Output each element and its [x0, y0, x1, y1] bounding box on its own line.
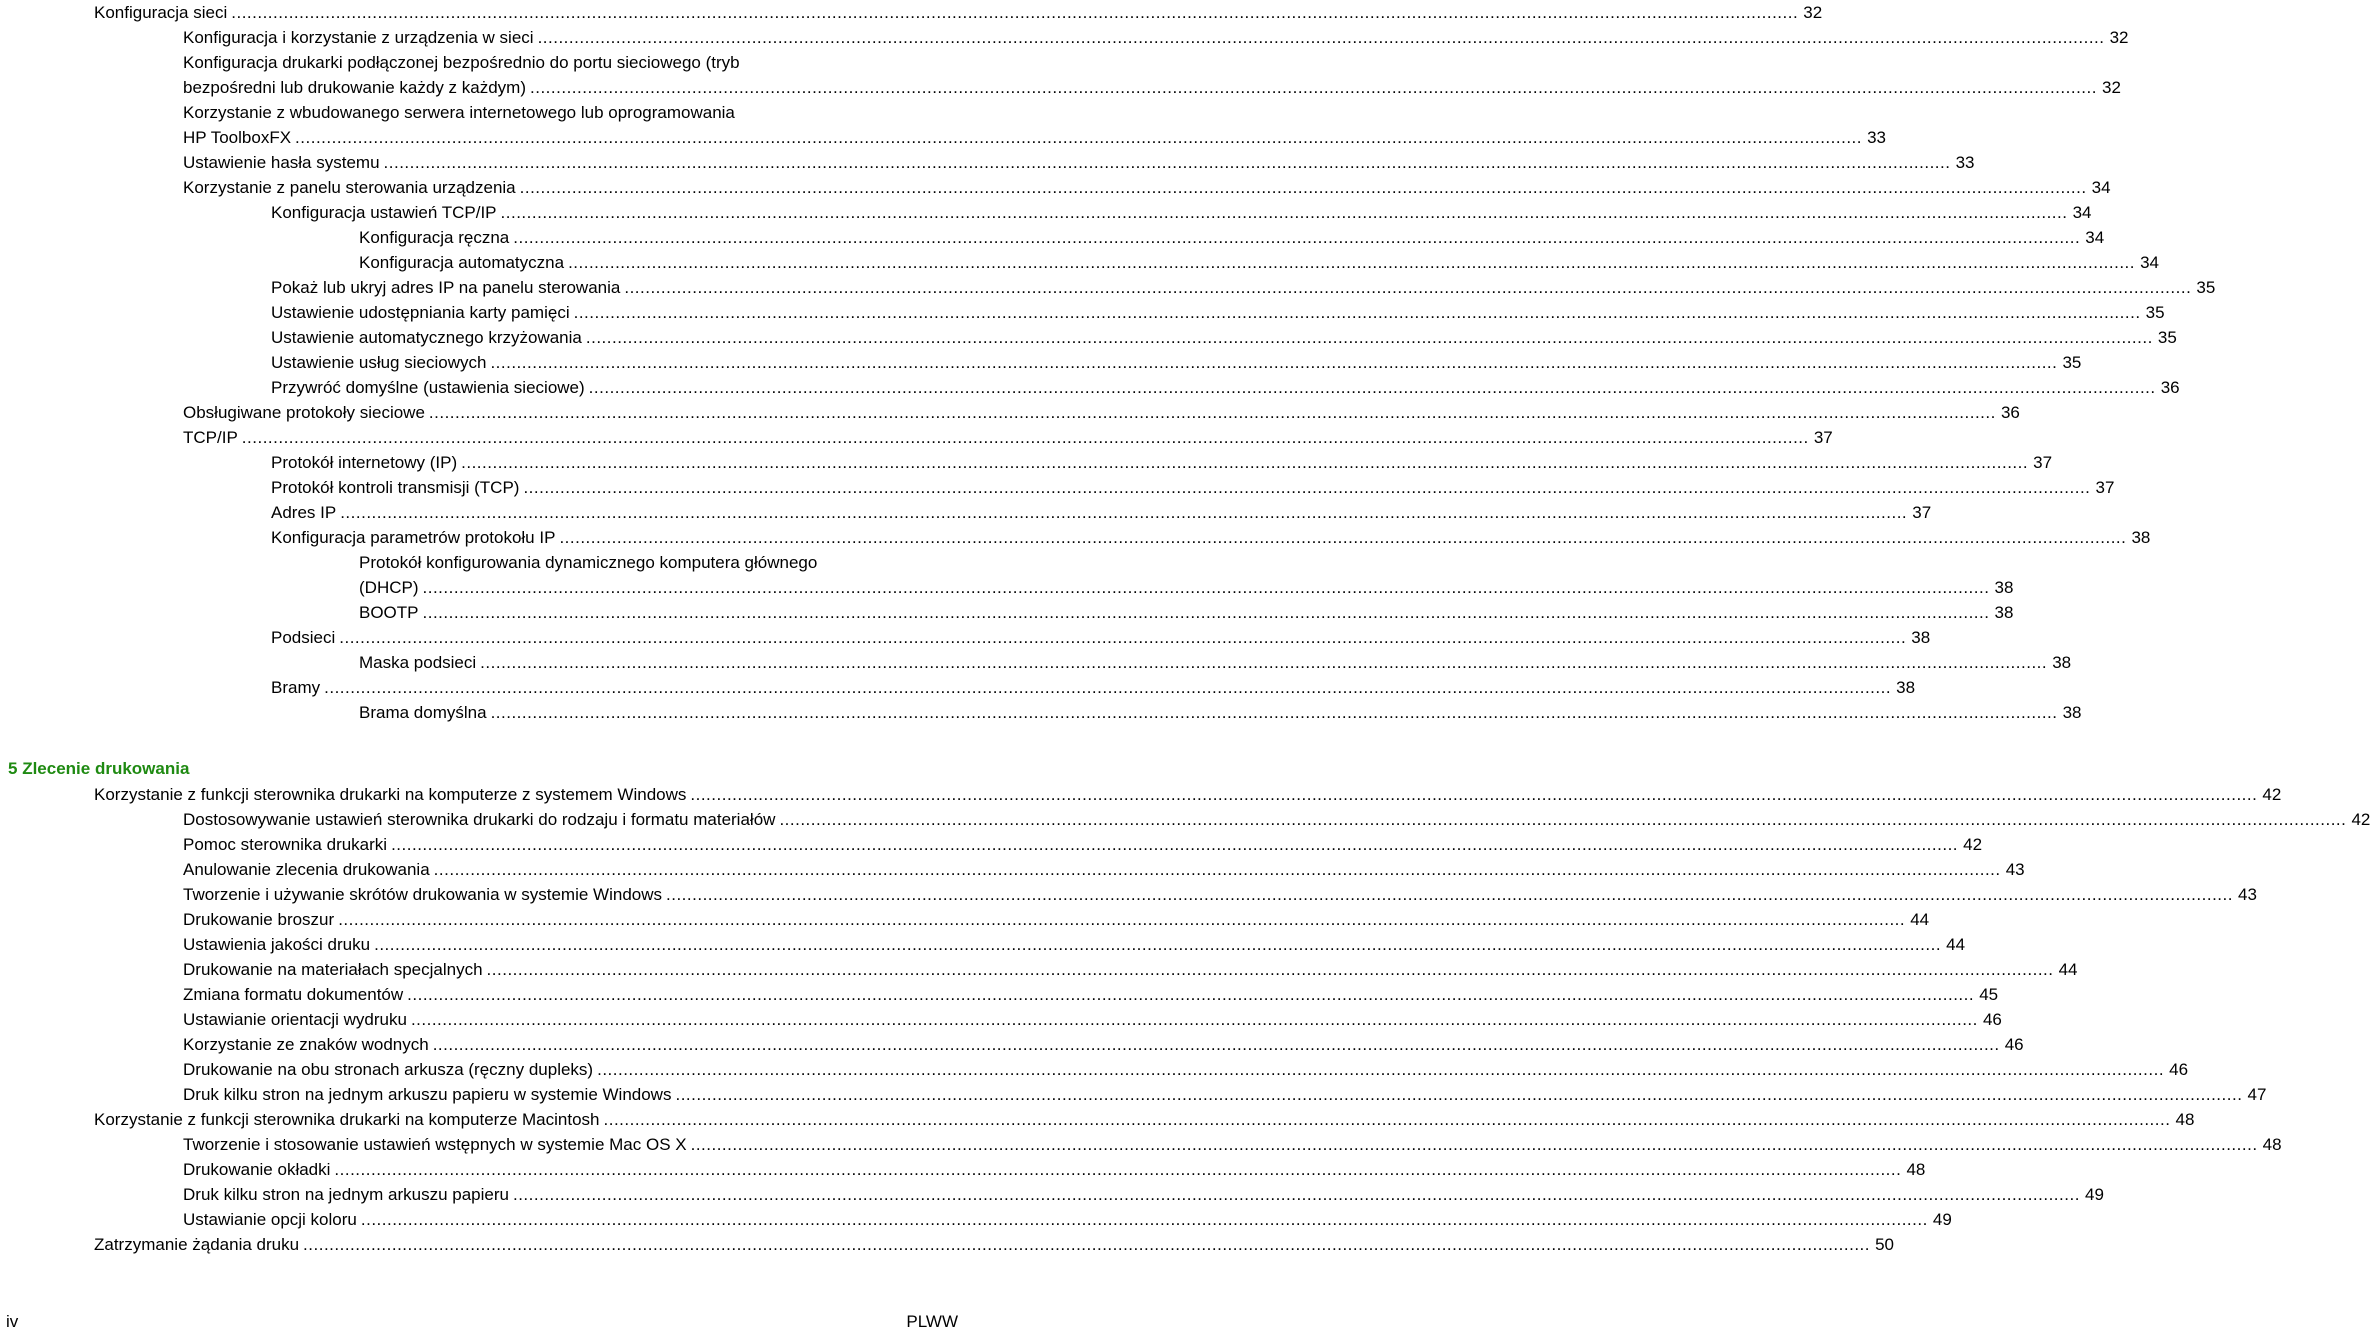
toc-entry-page: 37: [1813, 428, 1833, 447]
toc-entry-page: 37: [2033, 453, 2053, 472]
toc-entry-line: [183, 425, 1833, 450]
toc-entry-page: 46: [2169, 1060, 2189, 1079]
dot-leader: ............................................................................................................................................................................................................................................................................................................: [573, 303, 2141, 322]
toc-entry[interactable]: [0, 650, 2072, 675]
toc-entry-title: Korzystanie z panelu sterowania urządzenia: [183, 178, 516, 197]
dot-leader: ............................................................................................................................................................................................................................................................................................................: [690, 1135, 2258, 1154]
toc-entry[interactable]: [0, 700, 2082, 725]
toc-list-chapter-5: [0, 782, 2370, 1257]
toc-entry-line: [271, 525, 2151, 550]
toc-entry-page: 49: [1932, 1210, 1952, 1229]
toc-entry[interactable]: [0, 1182, 2104, 1207]
dot-leader: ............................................................................................................................................................................................................................................................................................................: [537, 28, 2105, 47]
toc-entry-title: Przywróć domyślne (ustawienia sieciowe): [271, 378, 585, 397]
toc-entry-title: Anulowanie zlecenia drukowania: [183, 860, 430, 879]
chapter-number: 5: [8, 759, 18, 778]
toc-entry-line: [183, 1182, 2104, 1207]
toc-entry-line: [271, 500, 1932, 525]
toc-entry-page: 34: [2072, 203, 2092, 222]
dot-leader: ............................................................................................................................................................................................................................................................................................................: [585, 328, 2153, 347]
toc-entry[interactable]: [0, 907, 1930, 932]
toc-entry[interactable]: [0, 375, 2180, 400]
toc-entry-page: 35: [2157, 328, 2177, 347]
toc-entry-line: [271, 350, 2082, 375]
toc-entry-line: [183, 857, 2025, 882]
toc-entry-line: [183, 957, 2078, 982]
toc-entry[interactable]: [0, 75, 2121, 100]
toc-entry[interactable]: [0, 1107, 2195, 1132]
toc-entry-title: Konfiguracja sieci: [94, 3, 228, 22]
toc-entry-line: [359, 575, 2014, 600]
chapter-heading[interactable]: [8, 756, 189, 782]
toc-entry-title: Tworzenie i używanie skrótów drukowania w systemie Windows: [183, 885, 663, 904]
toc-entry-line: [183, 907, 1930, 932]
toc-entry-title: Druk kilku stron na jednym arkuszu papieru: [183, 1185, 509, 1204]
toc-entry-line: [271, 450, 2053, 475]
footer-page-number: iv: [6, 1312, 19, 1331]
dot-leader: ............................................................................................................................................................................................................................................................................................................: [779, 810, 2347, 829]
dot-leader: ............................................................................................................................................................................................................................................................................................................: [340, 503, 1908, 522]
dot-leader: ............................................................................................................................................................................................................................................................................................................: [461, 453, 2029, 472]
toc-entry-title: Ustawienie usług sieciowych: [271, 353, 487, 372]
toc-entry-title: Pomoc sterownika drukarki: [183, 835, 388, 854]
toc-entry[interactable]: [0, 275, 2216, 300]
toc-entry-line: [183, 832, 1983, 857]
toc-entry-page: 35: [2145, 303, 2165, 322]
toc-entry-title: Protokół kontroli transmisji (TCP): [271, 478, 520, 497]
toc-entry[interactable]: [0, 250, 2160, 275]
toc-entry-page: 35: [2062, 353, 2082, 372]
toc-entry-page: 34: [2140, 253, 2160, 272]
toc-entry[interactable]: [0, 857, 2025, 882]
dot-leader: ............................................................................................................................................................................................................................................................................................................: [690, 785, 2258, 804]
toc-entry-page: 38: [2062, 703, 2082, 722]
toc-entry-title: Ustawianie orientacji wydruku: [183, 1010, 407, 1029]
dot-leader: ............................................................................................................................................................................................................................................................................................................: [295, 128, 1862, 147]
toc-entry-page: 38: [2052, 653, 2072, 672]
toc-entry-title: Konfiguracja automatyczna: [359, 253, 565, 272]
toc-entry-page: 38: [1994, 578, 2014, 597]
toc-entry-title: BOOTP: [359, 603, 419, 622]
dot-leader: ............................................................................................................................................................................................................................................................................................................: [519, 178, 2087, 197]
toc-entry-line: [271, 625, 1931, 650]
toc-entry[interactable]: [0, 400, 2020, 425]
dot-leader: ............................................................................................................................................................................................................................................................................................................: [432, 1035, 2000, 1054]
toc-entry-page: 46: [1982, 1010, 2002, 1029]
toc-entry-title: Bramy: [271, 678, 321, 697]
toc-entry-title: Drukowanie na obu stronach arkusza (ręczny dupleks): [183, 1060, 594, 1079]
toc-entry[interactable]: [0, 782, 2282, 807]
toc-entry-line: [359, 700, 2082, 725]
toc-entry-page: 34: [2091, 178, 2111, 197]
chapter-5-section: [0, 756, 2370, 1257]
toc-entry[interactable]: [0, 1157, 1926, 1182]
toc-entry-title: Korzystanie z funkcji sterownika drukarki na komputerze Macintosh: [94, 1110, 600, 1129]
toc-entry-title: Konfiguracja ustawień TCP/IP: [271, 203, 497, 222]
toc-entry[interactable]: [0, 0, 1823, 25]
dot-leader: ............................................................................................................................................................................................................................................................................................................: [339, 628, 1907, 647]
toc-entry[interactable]: [0, 1082, 2267, 1107]
toc-entry-page: 44: [1946, 935, 1966, 954]
toc-entry-line: [271, 325, 2177, 350]
toc-entry[interactable]: [0, 350, 2082, 375]
toc-entry-line: [359, 225, 2105, 250]
toc-entry[interactable]: [0, 575, 2014, 600]
toc-entry-page: 36: [2000, 403, 2020, 422]
dot-leader: ............................................................................................................................................................................................................................................................................................................: [500, 203, 2068, 222]
toc-entry-title: Protokół internetowy (IP): [271, 453, 458, 472]
toc-entry-line: [183, 1057, 2189, 1082]
toc-entry[interactable]: [0, 50, 960, 75]
toc-entry-title: Brama domyślna: [359, 703, 487, 722]
dot-leader: ............................................................................................................................................................................................................................................................................................................: [231, 3, 1799, 22]
dot-leader: ............................................................................................................................................................................................................................................................................................................: [422, 603, 1990, 622]
toc-entry-line: [183, 25, 2129, 50]
dot-leader: ............................................................................................................................................................................................................................................................................................................: [433, 860, 2001, 879]
toc-entry-title: Ustawienie automatycznego krzyżowania: [271, 328, 582, 347]
toc-entry-page: 33: [1955, 153, 1975, 172]
footer-doc-code: PLWW: [906, 1312, 958, 1331]
dot-leader: ............................................................................................................................................................................................................................................................................................................: [512, 1185, 2080, 1204]
toc-entry[interactable]: [0, 957, 2078, 982]
dot-leader: ............................................................................................................................................................................................................................................................................................................: [241, 428, 1809, 447]
dot-leader: ............................................................................................................................................................................................................................................................................................................: [530, 78, 2097, 97]
toc-entry-line: [183, 1132, 2282, 1157]
chapter-heading-row: [0, 756, 960, 782]
toc-entry-page: 36: [2160, 378, 2180, 397]
toc-entry-page: 45: [1979, 985, 1999, 1004]
toc-entry-line: [271, 475, 2115, 500]
dot-leader: ............................................................................................................................................................................................................................................................................................................: [666, 885, 2233, 904]
toc-entry-line: [183, 932, 1966, 957]
toc-entry[interactable]: [0, 300, 2165, 325]
dot-leader: ............................................................................................................................................................................................................................................................................................................: [588, 378, 2156, 397]
toc-entry-line: [183, 882, 2257, 907]
toc-entry-title: Drukowanie broszur: [183, 910, 335, 929]
toc-entry-page: 48: [2262, 1135, 2282, 1154]
toc-entry[interactable]: [0, 1132, 2282, 1157]
toc-entry[interactable]: [0, 882, 2257, 907]
toc-entry-title: Dostosowywanie ustawień sterownika drukarki do rodzaju i formatu materiałów: [183, 810, 776, 829]
toc-entry[interactable]: [0, 1057, 2189, 1082]
toc-entry-title: Drukowanie na materiałach specjalnych: [183, 960, 483, 979]
toc-entry-page: 46: [2004, 1035, 2024, 1054]
toc-entry-title: Konfiguracja i korzystanie z urządzenia w sieci: [183, 28, 534, 47]
toc-entry-title: Ustawienie hasła systemu: [183, 153, 380, 172]
toc-entry-title: Korzystanie z funkcji sterownika drukarki na komputerze z systemem Windows: [94, 785, 687, 804]
dot-leader: ............................................................................................................................................................................................................................................................................................................: [324, 678, 1892, 697]
toc-entry[interactable]: [0, 450, 2053, 475]
toc-entry-title: Korzystanie ze znaków wodnych: [183, 1035, 429, 1054]
dot-leader: ............................................................................................................................................................................................................................................................................................................: [490, 703, 2058, 722]
toc-entry-line: [271, 200, 2092, 225]
toc-entry[interactable]: [0, 1207, 1952, 1232]
toc-entry-line: [94, 782, 2282, 807]
dot-leader: ............................................................................................................................................................................................................................................................................................................: [523, 478, 2091, 497]
toc-entry-page: 37: [1912, 503, 1932, 522]
dot-leader: ............................................................................................................................................................................................................................................................................................................: [568, 253, 2136, 272]
toc-entry[interactable]: [0, 807, 2370, 832]
toc-entry-page: 38: [1896, 678, 1916, 697]
dot-leader: ............................................................................................................................................................................................................................................................................................................: [334, 1160, 1902, 1179]
toc-entry-line: [183, 982, 1999, 1007]
dot-leader: ............................................................................................................................................................................................................................................................................................................: [624, 278, 2192, 297]
toc-entry-page: 38: [2131, 528, 2151, 547]
toc-entry[interactable]: [0, 150, 1975, 175]
toc-entry-title: Konfiguracja parametrów protokołu IP: [271, 528, 556, 547]
dot-leader: ............................................................................................................................................................................................................................................................................................................: [597, 1060, 2165, 1079]
toc-entry-page: 43: [2238, 885, 2257, 904]
toc-entry-line: [183, 1007, 2002, 1032]
toc-entry[interactable]: [0, 100, 960, 125]
toc-entry-page: 48: [2175, 1110, 2195, 1129]
toc-entry-line: [359, 600, 2014, 625]
toc-entry-title: Ustawienie udostępniania karty pamięci: [271, 303, 570, 322]
toc-entry-page: 34: [2085, 228, 2105, 247]
dot-leader: ............................................................................................................................................................................................................................................................................................................: [675, 1085, 2243, 1104]
toc-entry-page: 44: [1910, 910, 1930, 929]
toc-entry-line: [183, 75, 2121, 100]
toc-entry-line: [271, 375, 2180, 400]
toc-entry-page: 42: [2351, 810, 2370, 829]
toc-entry-title: Druk kilku stron na jednym arkuszu papieru w systemie Windows: [183, 1085, 672, 1104]
toc-entry-page: 44: [2058, 960, 2078, 979]
toc-entry-title: Zatrzymanie żądania druku: [94, 1235, 300, 1254]
toc-entry[interactable]: [0, 1032, 2024, 1057]
toc-entry-line: [183, 150, 1975, 175]
toc-entry-title: Adres IP: [271, 503, 337, 522]
toc-entry-page: 50: [1875, 1235, 1894, 1254]
toc-entry[interactable]: [0, 175, 2111, 200]
toc-entry-title: Protokół konfigurowania dynamicznego komputera głównego: [359, 553, 818, 572]
toc-entry-title: (DHCP): [359, 578, 419, 597]
toc-entry[interactable]: [0, 982, 1999, 1007]
dot-leader: ............................................................................................................................................................................................................................................................................................................: [559, 528, 2127, 547]
dot-leader: ............................................................................................................................................................................................................................................................................................................: [360, 1210, 1928, 1229]
toc-entry-line: [183, 125, 1886, 150]
toc-entry-title: Ustawianie opcji koloru: [183, 1210, 357, 1229]
toc-entry[interactable]: [0, 325, 2177, 350]
toc-entry-line: [271, 300, 2165, 325]
toc-entry-line: [271, 675, 1916, 700]
toc-entry-line: [183, 1032, 2024, 1057]
toc-entry[interactable]: [0, 500, 1932, 525]
dot-leader: ............................................................................................................................................................................................................................................................................................................: [407, 985, 1975, 1004]
toc-entry[interactable]: [0, 675, 1916, 700]
toc-entry-page: 42: [2262, 785, 2282, 804]
toc-entry[interactable]: [0, 200, 2092, 225]
toc-entry[interactable]: [0, 1007, 2002, 1032]
toc-entry[interactable]: [0, 832, 1983, 857]
toc-entry-line: [183, 1207, 1952, 1232]
toc-entry-title: Ustawienia jakości druku: [183, 935, 371, 954]
toc-entry[interactable]: [0, 425, 1833, 450]
toc-entry[interactable]: [0, 225, 2105, 250]
toc-entry-line: [183, 400, 2020, 425]
toc-entry-title: Konfiguracja drukarki podłączonej bezpośrednio do portu sieciowego (tryb: [183, 53, 740, 72]
toc-entry-line: [271, 275, 2216, 300]
toc-entry-page: 42: [1963, 835, 1983, 854]
toc-entry-page: 47: [2247, 1085, 2267, 1104]
toc-entry-title: Konfiguracja ręczna: [359, 228, 510, 247]
toc-entry-page: 38: [1911, 628, 1931, 647]
toc-entry-page: 32: [2109, 28, 2129, 47]
toc-entry-title: TCP/IP: [183, 428, 238, 447]
toc-entry-title: Zmiana formatu dokumentów: [183, 985, 404, 1004]
toc-entry[interactable]: [0, 525, 2151, 550]
toc-entry[interactable]: [0, 625, 1931, 650]
dot-leader: ............................................................................................................................................................................................................................................................................................................: [374, 935, 1942, 954]
toc-entry-page: 32: [1803, 3, 1823, 22]
toc-entry-line: [359, 250, 2160, 275]
toc-entry[interactable]: [0, 125, 1886, 150]
dot-leader: ............................................................................................................................................................................................................................................................................................................: [513, 228, 2081, 247]
toc-entry-page: 37: [2095, 478, 2115, 497]
dot-leader: ............................................................................................................................................................................................................................................................................................................: [480, 653, 2048, 672]
toc-entry-line: [94, 1232, 1894, 1257]
toc-entry-page: 38: [1994, 603, 2014, 622]
toc-entry-line: [183, 1157, 1926, 1182]
toc-entry[interactable]: [0, 25, 2129, 50]
dot-leader: ............................................................................................................................................................................................................................................................................................................: [486, 960, 2054, 979]
dot-leader: ............................................................................................................................................................................................................................................................................................................: [490, 353, 2058, 372]
dot-leader: ............................................................................................................................................................................................................................................................................................................: [603, 1110, 2171, 1129]
toc-entry-page: 32: [2102, 78, 2121, 97]
toc-entry-title: Maska podsieci: [359, 653, 477, 672]
toc-entry-title: Obsługiwane protokoły sieciowe: [183, 403, 425, 422]
toc-entry-line: [183, 1082, 2267, 1107]
chapter-title: Zlecenie drukowania: [22, 759, 190, 778]
dot-leader: ............................................................................................................................................................................................................................................................................................................: [428, 403, 1996, 422]
toc-entry-line: [94, 0, 1823, 25]
toc-entry-title: Drukowanie okładki: [183, 1160, 331, 1179]
toc-entry[interactable]: [0, 550, 960, 575]
toc-entry[interactable]: [0, 1232, 1894, 1257]
toc-entry-title: Korzystanie z wbudowanego serwera internetowego lub oprogramowania: [183, 103, 735, 122]
toc-entry-line: [359, 650, 2072, 675]
dot-leader: ............................................................................................................................................................................................................................................................................................................: [422, 578, 1990, 597]
toc-entry[interactable]: [0, 932, 1966, 957]
dot-leader: ............................................................................................................................................................................................................................................................................................................: [391, 835, 1959, 854]
toc-entry-line: [94, 1107, 2195, 1132]
toc-entry[interactable]: [0, 600, 2014, 625]
toc-entry-page: 35: [2196, 278, 2216, 297]
toc-entry-page: 33: [1867, 128, 1886, 147]
dot-leader: ............................................................................................................................................................................................................................................................................................................: [338, 910, 1906, 929]
toc-entry[interactable]: [0, 475, 2115, 500]
toc-entry-page: 43: [2005, 860, 2025, 879]
toc-entry-page: 48: [1906, 1160, 1926, 1179]
toc-entry-page: 49: [2085, 1185, 2104, 1204]
toc-entry-title: Tworzenie i stosowanie ustawień wstępnych w systemie Mac OS X: [183, 1135, 687, 1154]
toc-entry-title: Podsieci: [271, 628, 336, 647]
toc-entry-line: [183, 175, 2111, 200]
page-footer: [0, 1312, 960, 1334]
toc-entry-title: HP ToolboxFX: [183, 128, 292, 147]
dot-leader: ............................................................................................................................................................................................................................................................................................................: [383, 153, 1951, 172]
toc-entry-title: Pokaż lub ukryj adres IP na panelu sterowania: [271, 278, 621, 297]
dot-leader: ............................................................................................................................................................................................................................................................................................................: [303, 1235, 1870, 1254]
toc-entry-line: [183, 807, 2370, 832]
toc-entry-title: bezpośredni lub drukowanie każdy z każdym): [183, 78, 527, 97]
dot-leader: ............................................................................................................................................................................................................................................................................................................: [410, 1010, 1978, 1029]
